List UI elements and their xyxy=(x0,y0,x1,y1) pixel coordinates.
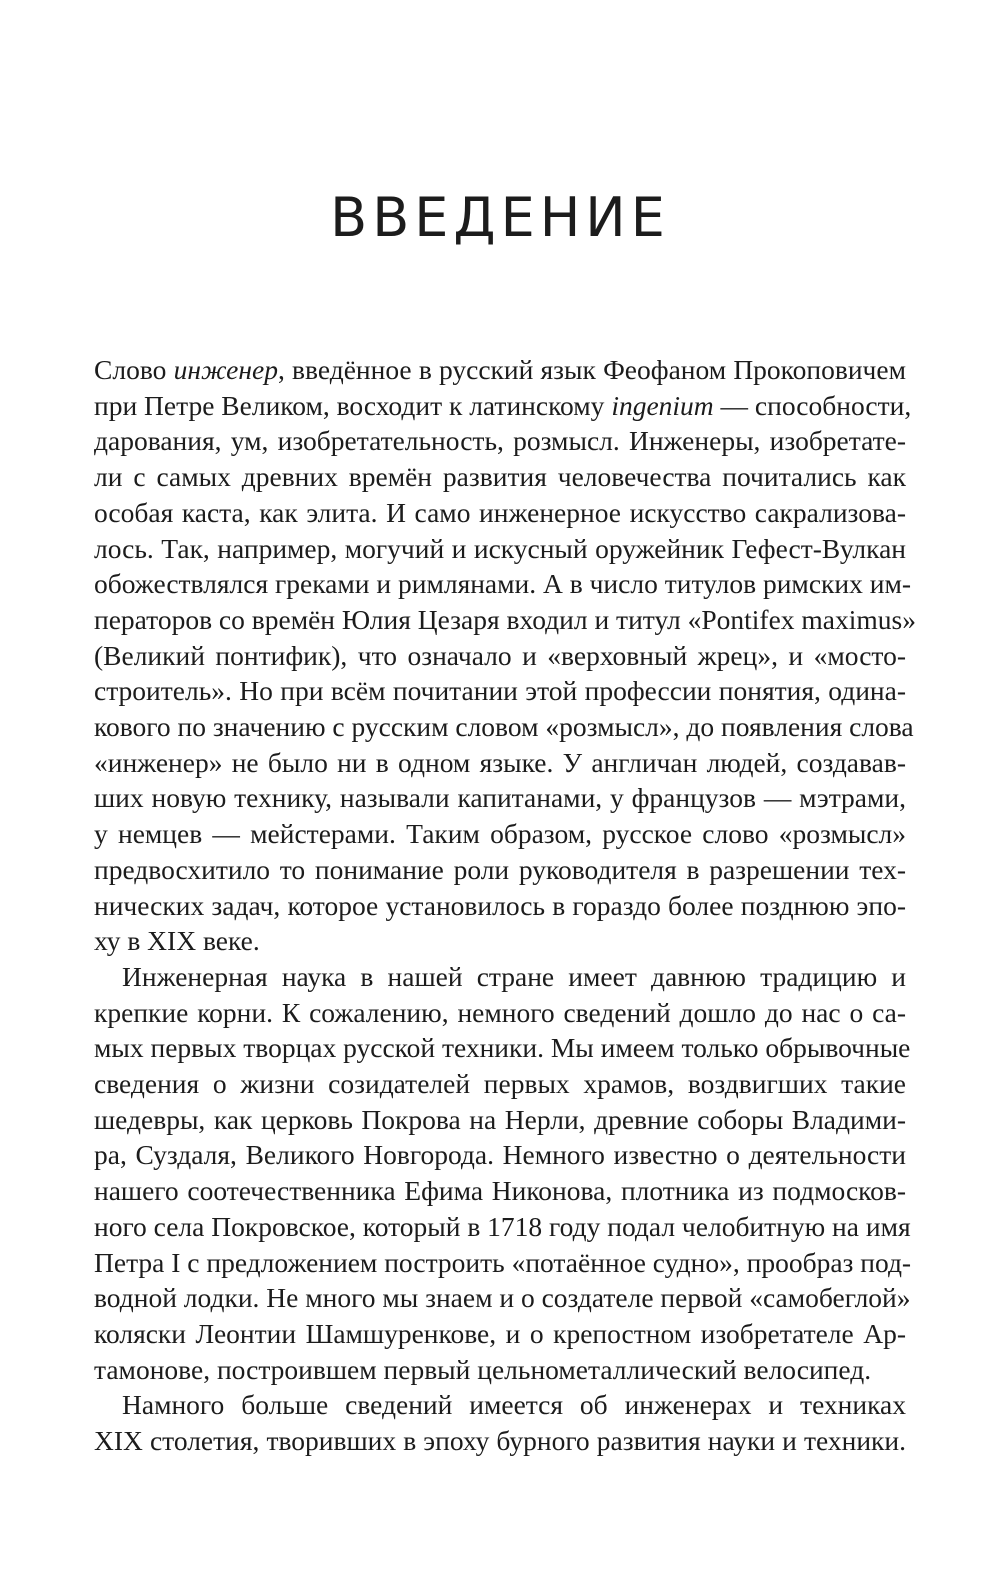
text-segment: крепкие корни. К сожалению, немного сведений дошло до нас о са- xyxy=(94,996,906,1028)
text-line xyxy=(94,673,906,709)
text-segment: ху в XIX веке. xyxy=(94,925,260,957)
text-line xyxy=(94,1316,906,1352)
text-segment: Слово xyxy=(94,354,174,385)
text-line xyxy=(94,852,906,888)
text-segment: предвосхитило то понимание роли руководителя в разрешении тех- xyxy=(94,853,906,885)
paragraph xyxy=(94,352,916,959)
text-segment: кового по значению с русским словом «розмысл», до появления слова xyxy=(94,711,914,743)
text-line xyxy=(94,995,906,1031)
text-segment: нических задач, которое установилось в гораздо более позднюю эпо- xyxy=(94,889,906,921)
text-line xyxy=(94,745,906,781)
text-segment: тамонове, построившем первый цельнометаллический велосипед. xyxy=(94,1353,872,1385)
text-line xyxy=(94,1209,911,1245)
text-line xyxy=(94,816,906,852)
text-line xyxy=(94,1030,911,1066)
text-segment: мых первых творцах русской техники. Мы имеем только обрывочные xyxy=(94,1032,911,1064)
paragraph xyxy=(94,1387,906,1458)
text-segment: ших новую технику, называли капитанами, у французов — мэтрами, xyxy=(94,782,906,814)
text-line xyxy=(94,1280,911,1316)
text-segment: ператоров со времён Юлия Цезаря входил и титул «Pontifex maximus» xyxy=(94,603,916,635)
text-segment: (Великий понтифик), что означало и «верховный жрец», и «мосто- xyxy=(94,639,906,671)
text-line xyxy=(94,352,906,388)
text-segment: шедевры, как церковь Покрова на Нерли, древние соборы Владими- xyxy=(94,1103,906,1135)
text-segment: ного села Покровское, который в 1718 году подал челобитную на имя xyxy=(94,1210,911,1242)
text-segment: ли с самых древних времён развития человечества почитались как xyxy=(94,461,906,493)
text-line xyxy=(94,602,916,638)
text-line xyxy=(94,780,906,816)
text-line xyxy=(94,1352,906,1388)
text-segment: XIX столетия, творивших в эпоху бурного развития науки и техники. xyxy=(94,1425,906,1457)
text-segment: дарования, ум, изобретательность, розмысл. Инженеры, изобретате- xyxy=(94,425,906,457)
text-segment: обожествлялся греками и римлянами. А в число титулов римских им- xyxy=(94,568,912,600)
text-line xyxy=(94,1137,906,1173)
text-segment: лось. Так, например, могучий и искусный оружейник Гефест-Вулкан xyxy=(94,532,906,564)
text-line xyxy=(94,1245,912,1281)
text-line xyxy=(94,531,906,567)
text-line xyxy=(94,388,912,424)
text-segment: строитель». Но при всём почитании этой профессии понятия, одина- xyxy=(94,675,906,707)
text-line xyxy=(94,459,906,495)
text-line xyxy=(94,1423,906,1459)
text-line xyxy=(94,959,906,995)
text-segment: Петра I с предложением построить «потаённое судно», прообраз под- xyxy=(94,1246,912,1278)
text-segment: «инженер» не было ни в одном языке. У англичан людей, создавав- xyxy=(94,746,906,778)
text-segment: — способности, xyxy=(713,389,912,421)
text-line xyxy=(94,1102,906,1138)
text-segment: особая каста, как элита. И само инженерное искусство сакрализова- xyxy=(94,496,906,528)
text-segment: сведения о жизни созидателей первых храмов, воздвигших такие xyxy=(94,1068,906,1100)
italic-term: ingenium xyxy=(611,389,714,421)
chapter-title: ВВЕДЕНИЕ xyxy=(330,186,670,249)
text-segment: при Петре Великом, восходит к латинскому xyxy=(94,389,612,421)
text-line xyxy=(94,1066,906,1102)
text-segment: коляски Леонтии Шамшуренкове, и о крепостном изобретателе Ар- xyxy=(94,1317,906,1349)
italic-term: инженер xyxy=(173,354,278,385)
text-segment: нашего соотечественника Ефима Никонова, плотника из подмосков- xyxy=(94,1175,906,1207)
text-segment: у немцев — мейстерами. Таким образом, русское слово «розмысл» xyxy=(94,818,906,850)
text-segment: , введённое в русский язык Феофаном Прокоповичем xyxy=(277,354,906,385)
text-line xyxy=(94,1387,906,1423)
text-line xyxy=(94,495,906,531)
text-line xyxy=(94,923,906,959)
text-line xyxy=(94,709,914,745)
text-segment: Намного больше сведений имеется об инженерах и техниках xyxy=(122,1389,906,1421)
text-segment: ра, Суздаля, Великого Новгорода. Немного известно о деятельности xyxy=(94,1139,906,1171)
text-segment: Инженерная наука в нашей стране имеет давнюю традицию и xyxy=(122,960,906,992)
text-line xyxy=(94,423,906,459)
text-line xyxy=(94,888,906,924)
text-line xyxy=(94,566,912,602)
body-text xyxy=(94,352,916,1459)
paragraph xyxy=(94,959,912,1387)
text-segment: водной лодки. Не много мы знаем и о создателе первой «самобеглой» xyxy=(94,1282,911,1314)
text-line xyxy=(94,1173,906,1209)
text-line xyxy=(94,638,906,674)
